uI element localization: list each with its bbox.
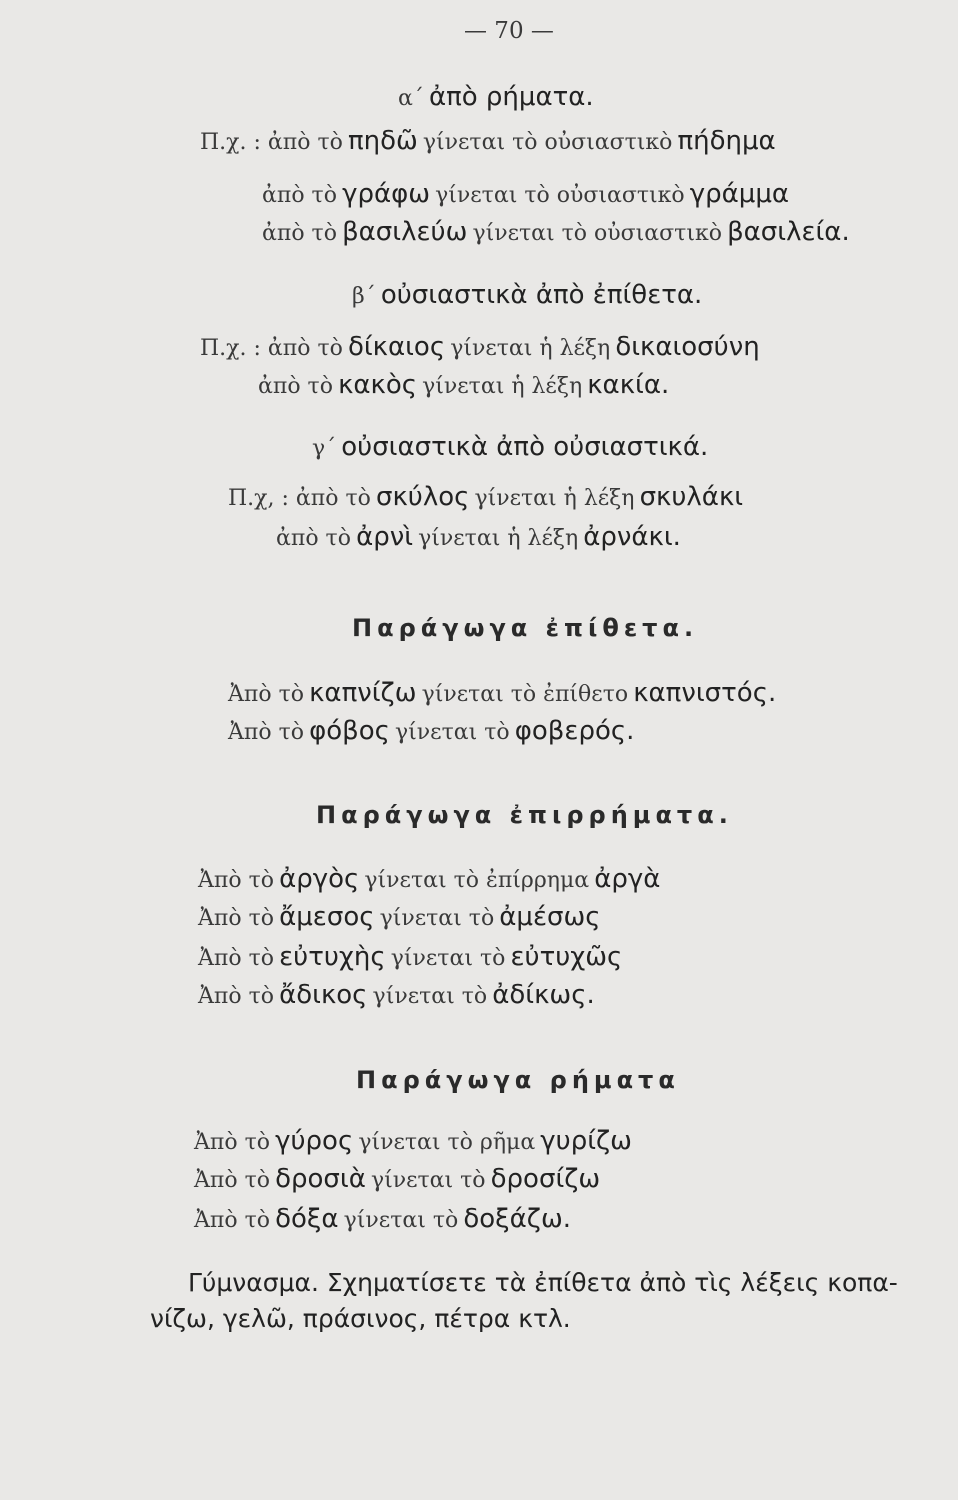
section-c-heading xyxy=(312,434,708,460)
source-word: ἄδικος xyxy=(279,980,368,1010)
example-line xyxy=(200,334,760,360)
exercise-line-2: νίζω, γελῶ, πράσινος, πέτρα κτλ. xyxy=(150,1304,571,1333)
example-prefix: Ἀπὸ τὸ xyxy=(198,946,275,971)
page-number: — 70 — xyxy=(464,18,554,44)
example-connector: γίνεται ἡ λέξη xyxy=(422,374,583,399)
derived-word: ἀρνάκι. xyxy=(583,522,681,552)
source-word: φόβος xyxy=(309,716,390,746)
source-word: ἀρνὶ xyxy=(356,522,414,552)
example-prefix: Ἀπὸ τὸ xyxy=(198,906,275,931)
derived-word: δοξάζω. xyxy=(463,1204,571,1234)
derived-word: πήδημα xyxy=(677,126,776,156)
derived-word: κακία. xyxy=(587,370,670,400)
derived-word: γυρίζω xyxy=(540,1126,632,1156)
derived-verbs-heading: Παράγωγα ρήματα xyxy=(356,1066,680,1094)
section-a-number: α΄ xyxy=(398,86,424,111)
example-line xyxy=(228,484,743,510)
section-b-heading xyxy=(352,282,702,308)
derived-word: γράμμα xyxy=(689,179,790,209)
example-line xyxy=(198,904,601,930)
source-word: γράφω xyxy=(342,179,431,209)
example-connector: γίνεται ἡ λέξη xyxy=(474,486,635,511)
example-prefix: ἀπὸ τὸ xyxy=(262,221,337,246)
derived-word: βασιλεία. xyxy=(727,217,850,247)
derived-word: καπνιστός. xyxy=(633,678,777,708)
example-line xyxy=(276,524,681,550)
derived-adjectives-heading: Παράγωγα ἐπίθετα. xyxy=(352,614,699,642)
example-prefix: ἀπὸ τὸ xyxy=(258,374,333,399)
source-word: δίκαιος xyxy=(347,332,446,362)
example-line xyxy=(200,128,776,154)
example-line xyxy=(262,219,850,245)
example-connector: γίνεται ἡ λέξη xyxy=(418,526,579,551)
example-line xyxy=(258,372,669,398)
example-connector: γίνεται τὸ ἐπίθετο xyxy=(421,682,629,707)
example-line xyxy=(228,718,634,744)
section-a-heading xyxy=(398,84,594,110)
example-line xyxy=(194,1206,571,1232)
derived-adverbs-heading: Παράγωγα ἐπιρρήματα. xyxy=(316,801,733,829)
example-line xyxy=(198,866,660,892)
source-word: σκύλος xyxy=(375,482,470,512)
source-word: γύρος xyxy=(275,1126,354,1156)
example-line xyxy=(262,181,789,207)
derived-word: φοβερός. xyxy=(514,716,635,746)
source-word: ἄμεσος xyxy=(279,902,375,932)
example-line xyxy=(194,1166,600,1192)
example-prefix: Ἀπὸ τὸ xyxy=(194,1208,271,1233)
example-prefix: Ἀπὸ τὸ xyxy=(198,868,275,893)
derived-word: ἀδίκως. xyxy=(492,980,595,1010)
section-a-title: ἀπὸ ρήματα. xyxy=(428,82,594,112)
example-prefix: ἀπὸ τὸ xyxy=(276,526,351,551)
example-line xyxy=(198,944,622,970)
derived-word: ἀργὰ xyxy=(594,864,661,894)
source-word: δόξα xyxy=(275,1204,339,1234)
example-connector: γίνεται τὸ xyxy=(370,1168,486,1193)
example-connector: γίνεται ἡ λέξη xyxy=(450,336,611,361)
source-word: εὐτυχὴς xyxy=(279,942,386,972)
source-word: καπνίζω xyxy=(309,678,417,708)
example-connector: γίνεται τὸ οὐσιαστικὸ xyxy=(435,183,685,208)
section-b-number: β΄ xyxy=(352,284,376,309)
source-word: κακὸς xyxy=(338,370,418,400)
example-prefix: Ἀπὸ τὸ xyxy=(228,682,305,707)
derived-word: ἀμέσως xyxy=(499,902,601,932)
example-prefix: Π.χ. : ἀπὸ τὸ xyxy=(200,130,343,155)
example-connector: γίνεται τὸ xyxy=(372,984,488,1009)
source-word: βασιλεύω xyxy=(342,217,468,247)
example-line xyxy=(198,982,595,1008)
source-word: ἀργὸς xyxy=(279,864,360,894)
example-line xyxy=(194,1128,632,1154)
example-line xyxy=(228,680,776,706)
example-connector: γίνεται τὸ ἐπίρρημα xyxy=(364,868,590,893)
example-connector: γίνεται τὸ οὐσιαστικὸ xyxy=(422,130,673,155)
example-prefix: ἀπὸ τὸ xyxy=(262,183,337,208)
example-prefix: Ἀπὸ τὸ xyxy=(194,1130,271,1155)
example-connector: γίνεται τὸ ρῆμα xyxy=(358,1130,536,1155)
section-b-title: οὐσιαστικὰ ἀπὸ ἐπίθετα. xyxy=(380,280,703,310)
example-prefix: Π.χ, : ἀπὸ τὸ xyxy=(228,486,371,511)
exercise-line-1: Γύμνασμα. Σχηματίσετε τὰ ἐπίθετα ἀπὸ τὶς λέξεις κοπα- xyxy=(188,1268,898,1297)
section-c-title: οὐσιαστικὰ ἀπὸ οὐσιαστικά. xyxy=(341,432,709,462)
derived-word: εὐτυχῶς xyxy=(510,942,623,972)
example-prefix: Π.χ. : ἀπὸ τὸ xyxy=(200,336,343,361)
example-prefix: Ἀπὸ τὸ xyxy=(194,1168,271,1193)
derived-word: δικαιοσύνη xyxy=(615,332,760,362)
derived-word: δροσίζω xyxy=(490,1164,601,1194)
example-connector: γίνεται τὸ xyxy=(343,1208,459,1233)
example-connector: γίνεται τὸ xyxy=(379,906,495,931)
source-word: δροσιὰ xyxy=(275,1164,366,1194)
source-word: πηδῶ xyxy=(347,126,418,156)
example-prefix: Ἀπὸ τὸ xyxy=(198,984,275,1009)
example-connector: γίνεται τὸ οὐσιαστικὸ xyxy=(472,221,722,246)
derived-word: σκυλάκι xyxy=(639,482,744,512)
section-c-number: γ΄ xyxy=(312,436,337,461)
example-prefix: Ἀπὸ τὸ xyxy=(228,720,305,745)
example-connector: γίνεται τὸ xyxy=(395,720,510,745)
example-connector: γίνεται τὸ xyxy=(390,946,506,971)
